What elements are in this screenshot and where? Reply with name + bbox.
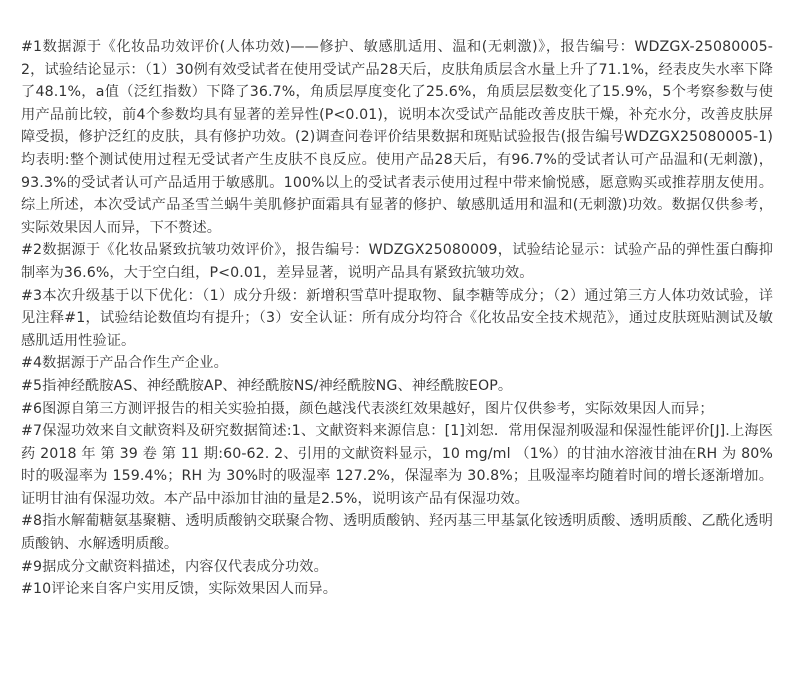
footnote-10: #10评论来自客户实用反馈，实际效果因人而异。	[21, 581, 337, 598]
footnote-1: #1数据源于《化妆品功效评价(人体功效)——修护、敏感肌适用、温和(无刺激)》，报告编号：WDZGX-25080005-2，试验结论显示：（1）30例有效受试者在使用受试产品28天后，皮肤角质层含水量上升了71.1%，经表皮失水率下降了48.1%，a值（泛红指数）下降了36.7%，角质层厚度变化了25.6%，角质层层数变化了15.9%，5个考察参数与使用产品前比较，前4个参数均具有显著的差异性(P<0.01)，说明本次受试产品能改善皮肤干燥，补充水分，改善皮肤屏障受损，修护泛红的皮肤，具有修护功效。(2)调查问卷评价结果数据和斑贴试验报告(报告编号WDZGX25080005-1)均表明:整个测试使用过程无受试者产生皮肤不良反应。使用产品28天后，有96.7%的受试者认可产品温和(无刺激)，93.3%的受试者认可产品适用于敏感肌。100%以上的受试者表示使用过程中带来愉悦感，愿意购买或推荐朋友使用。综上所述，本次受试产品圣雪兰蜗牛美肌修护面霜具有显著的修护、敏感肌适用和温和(无刺激)功效。数据仅供参考，实际效果因人而异，下不赘述。	[21, 39, 773, 236]
footnote-8: #8指水解葡糖氨基聚糖、透明质酸钠交联聚合物、透明质酸钠、羟丙基三甲基氯化铵透明质酸、透明质酸、乙酰化透明质酸钠、水解透明质酸。	[21, 513, 773, 553]
footnote-7: #7保湿功效来自文献资料及研究数据简述:1、文献资料来源信息：[1]刘恕．常用保湿剂吸湿和保湿性能评价[J].上海医药 2018 年 第 39 卷 第 11 期:60-62. 2、引用的文献资料显示，10 mg/ml （1%）的甘油水溶液甘油在RH 为 80%时的吸湿率为 159.4%；RH 为 30%时的吸湿率 127.2%，保湿率为 30.8%；且吸湿率均随着时间的增长逐渐增加。证明甘油有保湿功效。本产品中添加甘油的量是2.5%，说明该产品有保湿功效。	[21, 423, 773, 507]
footnote-5: #5指神经酰胺AS、神经酰胺AP、神经酰胺NS/神经酰胺NG、神经酰胺EOP。	[21, 377, 513, 394]
footnote-4: #4数据源于产品合作生产企业。	[21, 355, 228, 372]
footnote-6: #6图源自第三方测评报告的相关实验拍摄，颜色越浅代表淡红效果越好，图片仅供参考，实际效果因人而异；	[21, 400, 714, 417]
footnote-3: #3本次升级基于以下优化：（1）成分升级：新增积雪草叶提取物、鼠李糖等成分；（2）通过第三方人体功效试验，详见注释#1，试验结论数值均有提升；（3）安全认证：所有成分均符合《化妆品安全技术规范》，通过皮肤斑贴测试及敏感肌适用性验证。	[21, 287, 773, 349]
footnotes-section	[21, 36, 773, 601]
footnote-9: #9据成分文献资料描述，内容仅代表成分功效。	[21, 558, 328, 575]
footnote-2: #2数据源于《化妆品紧致抗皱功效评价》，报告编号：WDZGX25080009，试验结论显示：试验产品的弹性蛋白酶抑制率为36.6%，大于空白组，P<0.01，差异显著，说明产品具有紧致抗皱功效。	[21, 242, 773, 281]
